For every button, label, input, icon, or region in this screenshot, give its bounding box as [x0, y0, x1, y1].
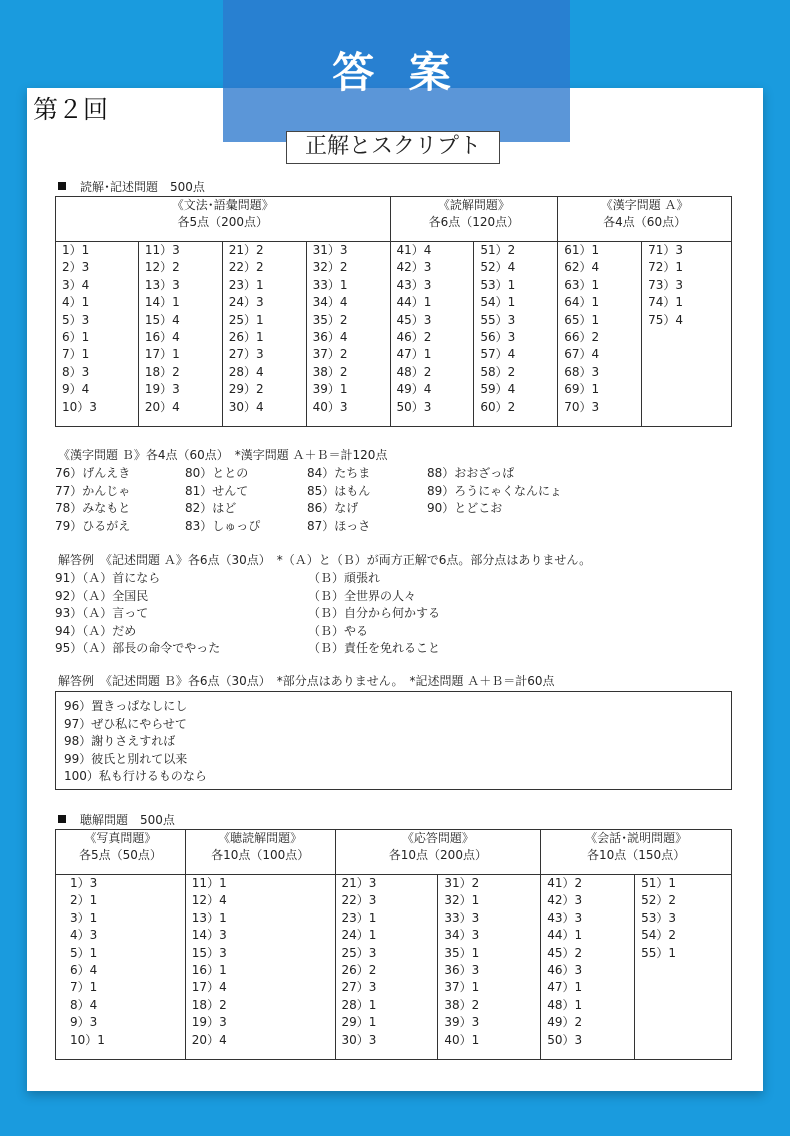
listening-group-header: 《写真問題》 各5点（50点） [56, 830, 186, 875]
answer-item: 19）3 [191, 1015, 227, 1030]
writing-b-answers [308, 570, 440, 658]
answer-item: 35）2 [312, 312, 348, 327]
answer-item: 96）置きっぱなしにし [64, 699, 188, 713]
answer-item: 3）4 [62, 277, 90, 292]
answer-item: 18）2 [191, 997, 227, 1012]
answer-item: 9）4 [62, 382, 90, 397]
answer-item: 67）4 [564, 347, 600, 362]
writing-b-items [64, 698, 207, 786]
answer-item: 23）1 [341, 910, 377, 925]
writing-a-header: 解答例 《記述問題 Ａ》各6点（30点） *（Ａ）と（Ｂ）が両方正解で6点。部分点はありません。 [58, 553, 592, 567]
answer-column [185, 875, 335, 1060]
answer-item: 41）4 [396, 243, 432, 257]
answer-item: 9）3 [70, 1015, 98, 1030]
answer-item: （Ｂ）自分から何かする [308, 606, 441, 620]
answer-item: 4）1 [62, 295, 90, 310]
answer-item: 30）4 [228, 399, 264, 414]
answer-item: 8）4 [70, 997, 98, 1012]
answer-item: 27）3 [341, 980, 377, 995]
answer-item: 72）1 [648, 260, 684, 275]
answer-item: 90）とどこお [427, 501, 503, 515]
answer-column [642, 242, 732, 427]
answer-item: 39）1 [312, 382, 348, 397]
answer-item: 49）2 [547, 1015, 583, 1030]
answer-item: （Ｂ）やる [308, 623, 369, 638]
answer-item: 23）1 [228, 277, 264, 292]
reading-answer-table [55, 196, 732, 427]
answer-item: 81）せんて [185, 483, 249, 498]
answer-item: 31）2 [444, 876, 480, 890]
answer-item: 66）2 [564, 329, 600, 344]
answer-item: 13）3 [144, 277, 180, 292]
answer-item: 57）4 [480, 347, 516, 362]
answer-item: 6）4 [70, 962, 98, 977]
answer-item: 16）1 [191, 962, 227, 977]
square-bullet-icon [58, 182, 66, 190]
answer-item: 36）4 [312, 329, 348, 344]
answer-item: 63）1 [564, 277, 600, 292]
answer-column [185, 465, 260, 535]
answer-item: 69）1 [564, 382, 600, 397]
answer-item: 7）1 [70, 980, 98, 995]
answer-item: 42）3 [547, 893, 583, 908]
answer-item: 54）1 [480, 295, 516, 310]
answer-item: 65）1 [564, 312, 600, 327]
writing-a-answers [55, 570, 220, 658]
answer-item: 95）（Ａ）部長の命令でやった [55, 641, 221, 655]
answer-item: 1）3 [70, 876, 98, 890]
answer-item: 15）3 [191, 945, 227, 960]
answer-item: 44）1 [547, 928, 583, 943]
answer-item: 22）2 [228, 260, 264, 275]
answer-item: 55）3 [480, 312, 516, 327]
answer-item: 54）2 [641, 928, 676, 943]
answer-item: 16）4 [144, 329, 180, 344]
answer-item: 53）1 [480, 277, 516, 292]
answer-item: 29）2 [228, 382, 264, 397]
answer-item: 75）4 [648, 312, 684, 327]
answer-item: 94）（Ａ）だめ [55, 623, 137, 638]
reading-heading-text: 読解･記述問題 500点 [80, 180, 205, 194]
answer-item: 21）2 [228, 243, 264, 257]
writing-b-box [55, 691, 732, 790]
answer-item: 47）1 [396, 347, 432, 362]
answer-item: 15）4 [144, 312, 180, 327]
answer-item: 38）2 [444, 997, 480, 1012]
answer-item: 10）1 [70, 1032, 105, 1047]
answer-item: 12）4 [191, 893, 227, 908]
answer-item: 97）ぜひ私にやらせて [64, 716, 187, 731]
answer-item: 2）1 [70, 893, 98, 908]
answer-item: 83）しゅっぴ [185, 518, 261, 533]
answer-item: 41）2 [547, 876, 583, 890]
answer-column [635, 875, 732, 1060]
answer-item: 11）1 [191, 876, 227, 890]
answer-item: 86）なげ [307, 501, 359, 515]
square-bullet-icon [58, 815, 66, 823]
answer-item: 37）1 [444, 980, 480, 995]
answer-item: 80）ととの [185, 466, 249, 480]
answer-item: 3）1 [70, 910, 98, 925]
answer-item: 37）2 [312, 347, 348, 362]
answer-item: 2）3 [62, 260, 90, 275]
answer-item: 33）1 [312, 277, 348, 292]
answer-item: 40）3 [312, 399, 348, 414]
answer-item: 24）1 [341, 928, 377, 943]
answer-item: 31）3 [312, 243, 348, 257]
kanji-b-header: 《漢字問題 Ｂ》各4点（60点） *漢字問題 Ａ＋Ｂ＝計120点 [58, 448, 388, 462]
answer-item: 28）4 [228, 364, 264, 379]
answer-item: 52）4 [480, 260, 516, 275]
answer-item: 61）1 [564, 243, 600, 257]
answer-item: 46）2 [396, 329, 432, 344]
answer-item: 55）1 [641, 945, 676, 960]
answer-item: 62）4 [564, 260, 600, 275]
answer-item: 44）1 [396, 295, 432, 310]
answer-column [307, 465, 370, 535]
answer-item: 29）1 [341, 1015, 377, 1030]
answer-item: 46）3 [547, 962, 583, 977]
answer-item: 34）3 [444, 928, 480, 943]
answer-item: 77）かんじゃ [55, 483, 131, 498]
answer-item: （Ｂ）頑張れ [308, 571, 381, 585]
answer-column [541, 875, 635, 1060]
answer-item: 10）3 [62, 399, 97, 414]
answer-item: 100）私も行けるものなら [64, 769, 207, 783]
answer-item: 48）2 [396, 364, 432, 379]
reading-group-header: 《漢字問題 Ａ》 各4点（60点） [558, 197, 732, 242]
answer-item: 87）ほっさ [307, 518, 371, 533]
answer-item: 45）3 [396, 312, 432, 327]
answer-item: 12）2 [144, 260, 180, 275]
answer-item: 42）3 [396, 260, 432, 275]
writing-b-header: 解答例 《記述問題 Ｂ》各6点（30点） *部分点はありません。 *記述問題 Ａ＋Ｂ＝計60点 [58, 674, 555, 688]
answer-item: 92）（Ａ）全国民 [55, 588, 149, 603]
answer-item: 51）2 [480, 243, 516, 257]
answer-item: 53）3 [641, 910, 676, 925]
answer-item: 89）ろうにゃくなんにょ [427, 483, 562, 498]
answer-item: 58）2 [480, 364, 516, 379]
answer-item: 84）たちま [307, 466, 371, 480]
answer-item: 35）1 [444, 945, 480, 960]
answer-item: 50）3 [396, 399, 432, 414]
answer-item: 14）1 [144, 295, 180, 310]
answer-item: 39）3 [444, 1015, 480, 1030]
answer-column [335, 875, 438, 1060]
answer-item: 99）彼氏と別れて以来 [64, 751, 188, 766]
answer-item: 50）3 [547, 1032, 583, 1047]
answer-item: 85）はもん [307, 483, 371, 498]
answer-item: 56）3 [480, 329, 516, 344]
answer-column [427, 465, 562, 518]
answer-column [55, 465, 130, 535]
answer-item: 6）1 [62, 329, 90, 344]
answer-item: 25）3 [341, 945, 377, 960]
answer-column [438, 875, 541, 1060]
answer-item: 70）3 [564, 399, 600, 414]
answer-item: 30）3 [341, 1032, 377, 1047]
answer-item: 13）1 [191, 910, 227, 925]
listening-group-header: 《聴読解問題》 各10点（100点） [185, 830, 335, 875]
answer-item: 18）2 [144, 364, 180, 379]
answer-item: 59）4 [480, 382, 516, 397]
answer-item: 17）1 [144, 347, 180, 362]
answer-item: 27）3 [228, 347, 264, 362]
answer-item: 22）3 [341, 893, 377, 908]
listening-group-header: 《応答問題》 各10点（200点） [335, 830, 541, 875]
answer-item: 8）3 [62, 364, 90, 379]
answer-column [222, 242, 306, 427]
answer-item: 34）4 [312, 295, 348, 310]
answer-item: 5）1 [70, 945, 98, 960]
answer-item: 19）3 [144, 382, 180, 397]
reading-heading [58, 178, 205, 195]
answer-column [474, 242, 558, 427]
answer-item: 64）1 [564, 295, 600, 310]
round-label: 第２回 [33, 95, 109, 124]
banner-title: 答 案 [332, 48, 461, 97]
answer-item: 51）1 [641, 876, 676, 890]
answer-item: （Ｂ）全世界の人々 [308, 588, 417, 603]
answer-item: 48）1 [547, 997, 583, 1012]
answer-column [56, 242, 139, 427]
answer-item: 28）1 [341, 997, 377, 1012]
answer-item: 11）3 [144, 243, 180, 257]
subtitle: 正解とスクリプト [286, 131, 500, 164]
answer-item: 43）3 [396, 277, 432, 292]
answer-item: 71）3 [648, 243, 684, 257]
answer-item: （Ｂ）責任を免れること [308, 641, 441, 655]
answer-column [138, 242, 222, 427]
answer-item: 7）1 [62, 347, 90, 362]
answer-item: 73）3 [648, 277, 684, 292]
answer-banner [223, 0, 570, 142]
answer-item: 45）2 [547, 945, 583, 960]
answer-column [558, 242, 642, 427]
answer-item: 93）（Ａ）言って [55, 606, 149, 620]
reading-group-header: 《読解問題》 各6点（120点） [390, 197, 558, 242]
answer-item: 88）おおざっぱ [427, 466, 515, 480]
answer-item: 47）1 [547, 980, 583, 995]
answer-item: 26）2 [341, 962, 377, 977]
answer-item: 79）ひるがえ [55, 518, 131, 533]
answer-item: 49）4 [396, 382, 432, 397]
answer-item: 78）みなもと [55, 501, 131, 515]
answer-item: 82）はど [185, 501, 237, 515]
listening-group-header: 《会話･説明問題》 各10点（150点） [541, 830, 732, 875]
answer-column [390, 242, 474, 427]
answer-item: 17）4 [191, 980, 227, 995]
listening-heading-text: 聴解問題 500点 [80, 813, 175, 827]
answer-item: 68）3 [564, 364, 600, 379]
answer-item: 43）3 [547, 910, 583, 925]
answer-item: 20）4 [191, 1032, 227, 1047]
answer-item: 25）1 [228, 312, 264, 327]
answer-item: 36）3 [444, 962, 480, 977]
answer-item: 26）1 [228, 329, 264, 344]
answer-item: 38）2 [312, 364, 348, 379]
answer-item: 52）2 [641, 893, 676, 908]
answer-item: 60）2 [480, 399, 516, 414]
answer-item: 32）2 [312, 260, 348, 275]
answer-item: 14）3 [191, 928, 227, 943]
answer-item: 33）3 [444, 910, 480, 925]
answer-item: 24）3 [228, 295, 264, 310]
answer-item: 76）げんえき [55, 466, 131, 480]
answer-item: 20）4 [144, 399, 180, 414]
answer-item: 74）1 [648, 295, 684, 310]
answer-column [306, 242, 390, 427]
listening-heading [58, 811, 175, 828]
answer-item: 4）3 [70, 928, 98, 943]
answer-item: 32）1 [444, 893, 480, 908]
listening-answer-table [55, 829, 732, 1060]
answer-item: 1）1 [62, 243, 90, 257]
answer-item: 98）謝りさえすれば [64, 734, 176, 748]
answer-item: 5）3 [62, 312, 90, 327]
answer-column [56, 875, 186, 1060]
reading-group-header: 《文法･語彙問題》 各5点（200点） [56, 197, 391, 242]
answer-item: 40）1 [444, 1032, 480, 1047]
answer-item: 91）（Ａ）首になら [55, 571, 161, 585]
answer-item: 21）3 [341, 876, 377, 890]
